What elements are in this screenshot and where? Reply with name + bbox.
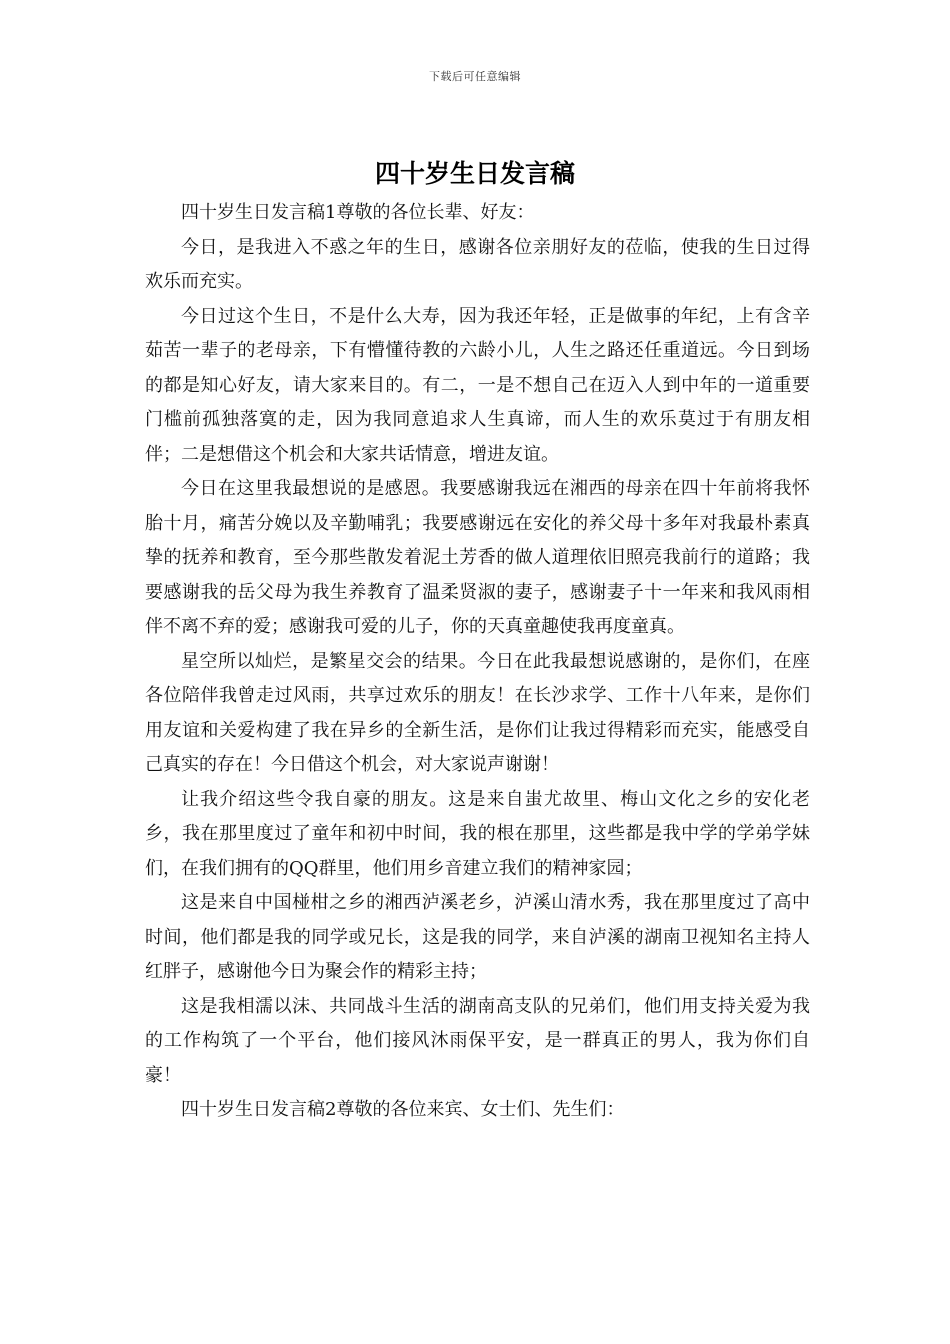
paragraph: 这是来自中国椪柑之乡的湘西泸溪老乡，泸溪山清水秀，我在那里度过了高中时间，他们都是我的同学或兄长，这是我的同学，来自泸溪的湖南卫视知名主持人红胖子，感谢他今日为聚会作的精彩主持；	[145, 892, 810, 982]
paragraph: 四十岁生日发言稿2尊敬的各位来宾、女士们、先生们：	[181, 1099, 625, 1120]
document-title: 四十岁生日发言稿	[374, 159, 575, 188]
paragraph: 今日过这个生日，不是什么大寿，因为我还年轻，正是做事的年纪，上有含辛茹苦一辈子的老母亲，下有懵懂待教的六龄小儿，人生之路还任重道远。今日到场的都是知心好友，请大家来目的。有二，一是不想自己在迈入人到中年的一道重要门槛前孤独落寞的走，因为我同意追求人生真谛，而人生的欢乐莫过于有朋友相伴；二是想借这个机会和大家共话情意，增进友谊。	[145, 305, 810, 465]
paragraph: 今日在这里我最想说的是感恩。我要感谢我远在湘西的母亲在四十年前将我怀胎十月，痛苦分娩以及辛勤哺乳；我要感谢远在安化的养父母十多年对我最朴素真挚的抚养和教育，至今那些散发着泥土芳香的做人道理依旧照亮我前行的道路；我要感谢我的岳父母为我生养教育了温柔贤淑的妻子，感谢妻子十一年来和我风雨相伴不离不弃的爱；感谢我可爱的儿子，你的天真童趣使我再度童真。	[145, 478, 810, 637]
paragraph: 这是我相濡以沫、共同战斗生活的湖南高支队的兄弟们，他们用支持关爱为我的工作构筑了一个平台，他们接风沐雨保平安，是一群真正的男人，我为你们自豪！	[145, 995, 810, 1086]
paragraph: 今日，是我进入不惑之年的生日，感谢各位亲朋好友的莅临，使我的生日过得欢乐而充实。	[145, 236, 810, 292]
paragraph: 星空所以灿烂，是繁星交会的结果。今日在此我最想说感谢的，是你们，在座各位陪伴我曾走过风雨，共享过欢乐的朋友！在长沙求学、工作十八年来，是你们用友谊和关爱构建了我在异乡的全新生活，是你们让我过得精彩而充实，能感受自己真实的存在！今日借这个机会，对大家说声谢谢！	[145, 650, 810, 775]
paragraph: 让我介绍这些令我自豪的朋友。这是来自蚩尤故里、梅山文化之乡的安化老乡，我在那里度过了童年和初中时间，我的根在那里，这些都是我中学的学弟学妹们，在我们拥有的QQ群里，他们用乡音建立我们的精神家园；	[145, 788, 810, 879]
paragraph: 四十岁生日发言稿1尊敬的各位长辈、好友：	[181, 202, 535, 223]
document-body	[145, 196, 810, 1128]
header-note: 下载后可任意编辑	[429, 70, 521, 83]
